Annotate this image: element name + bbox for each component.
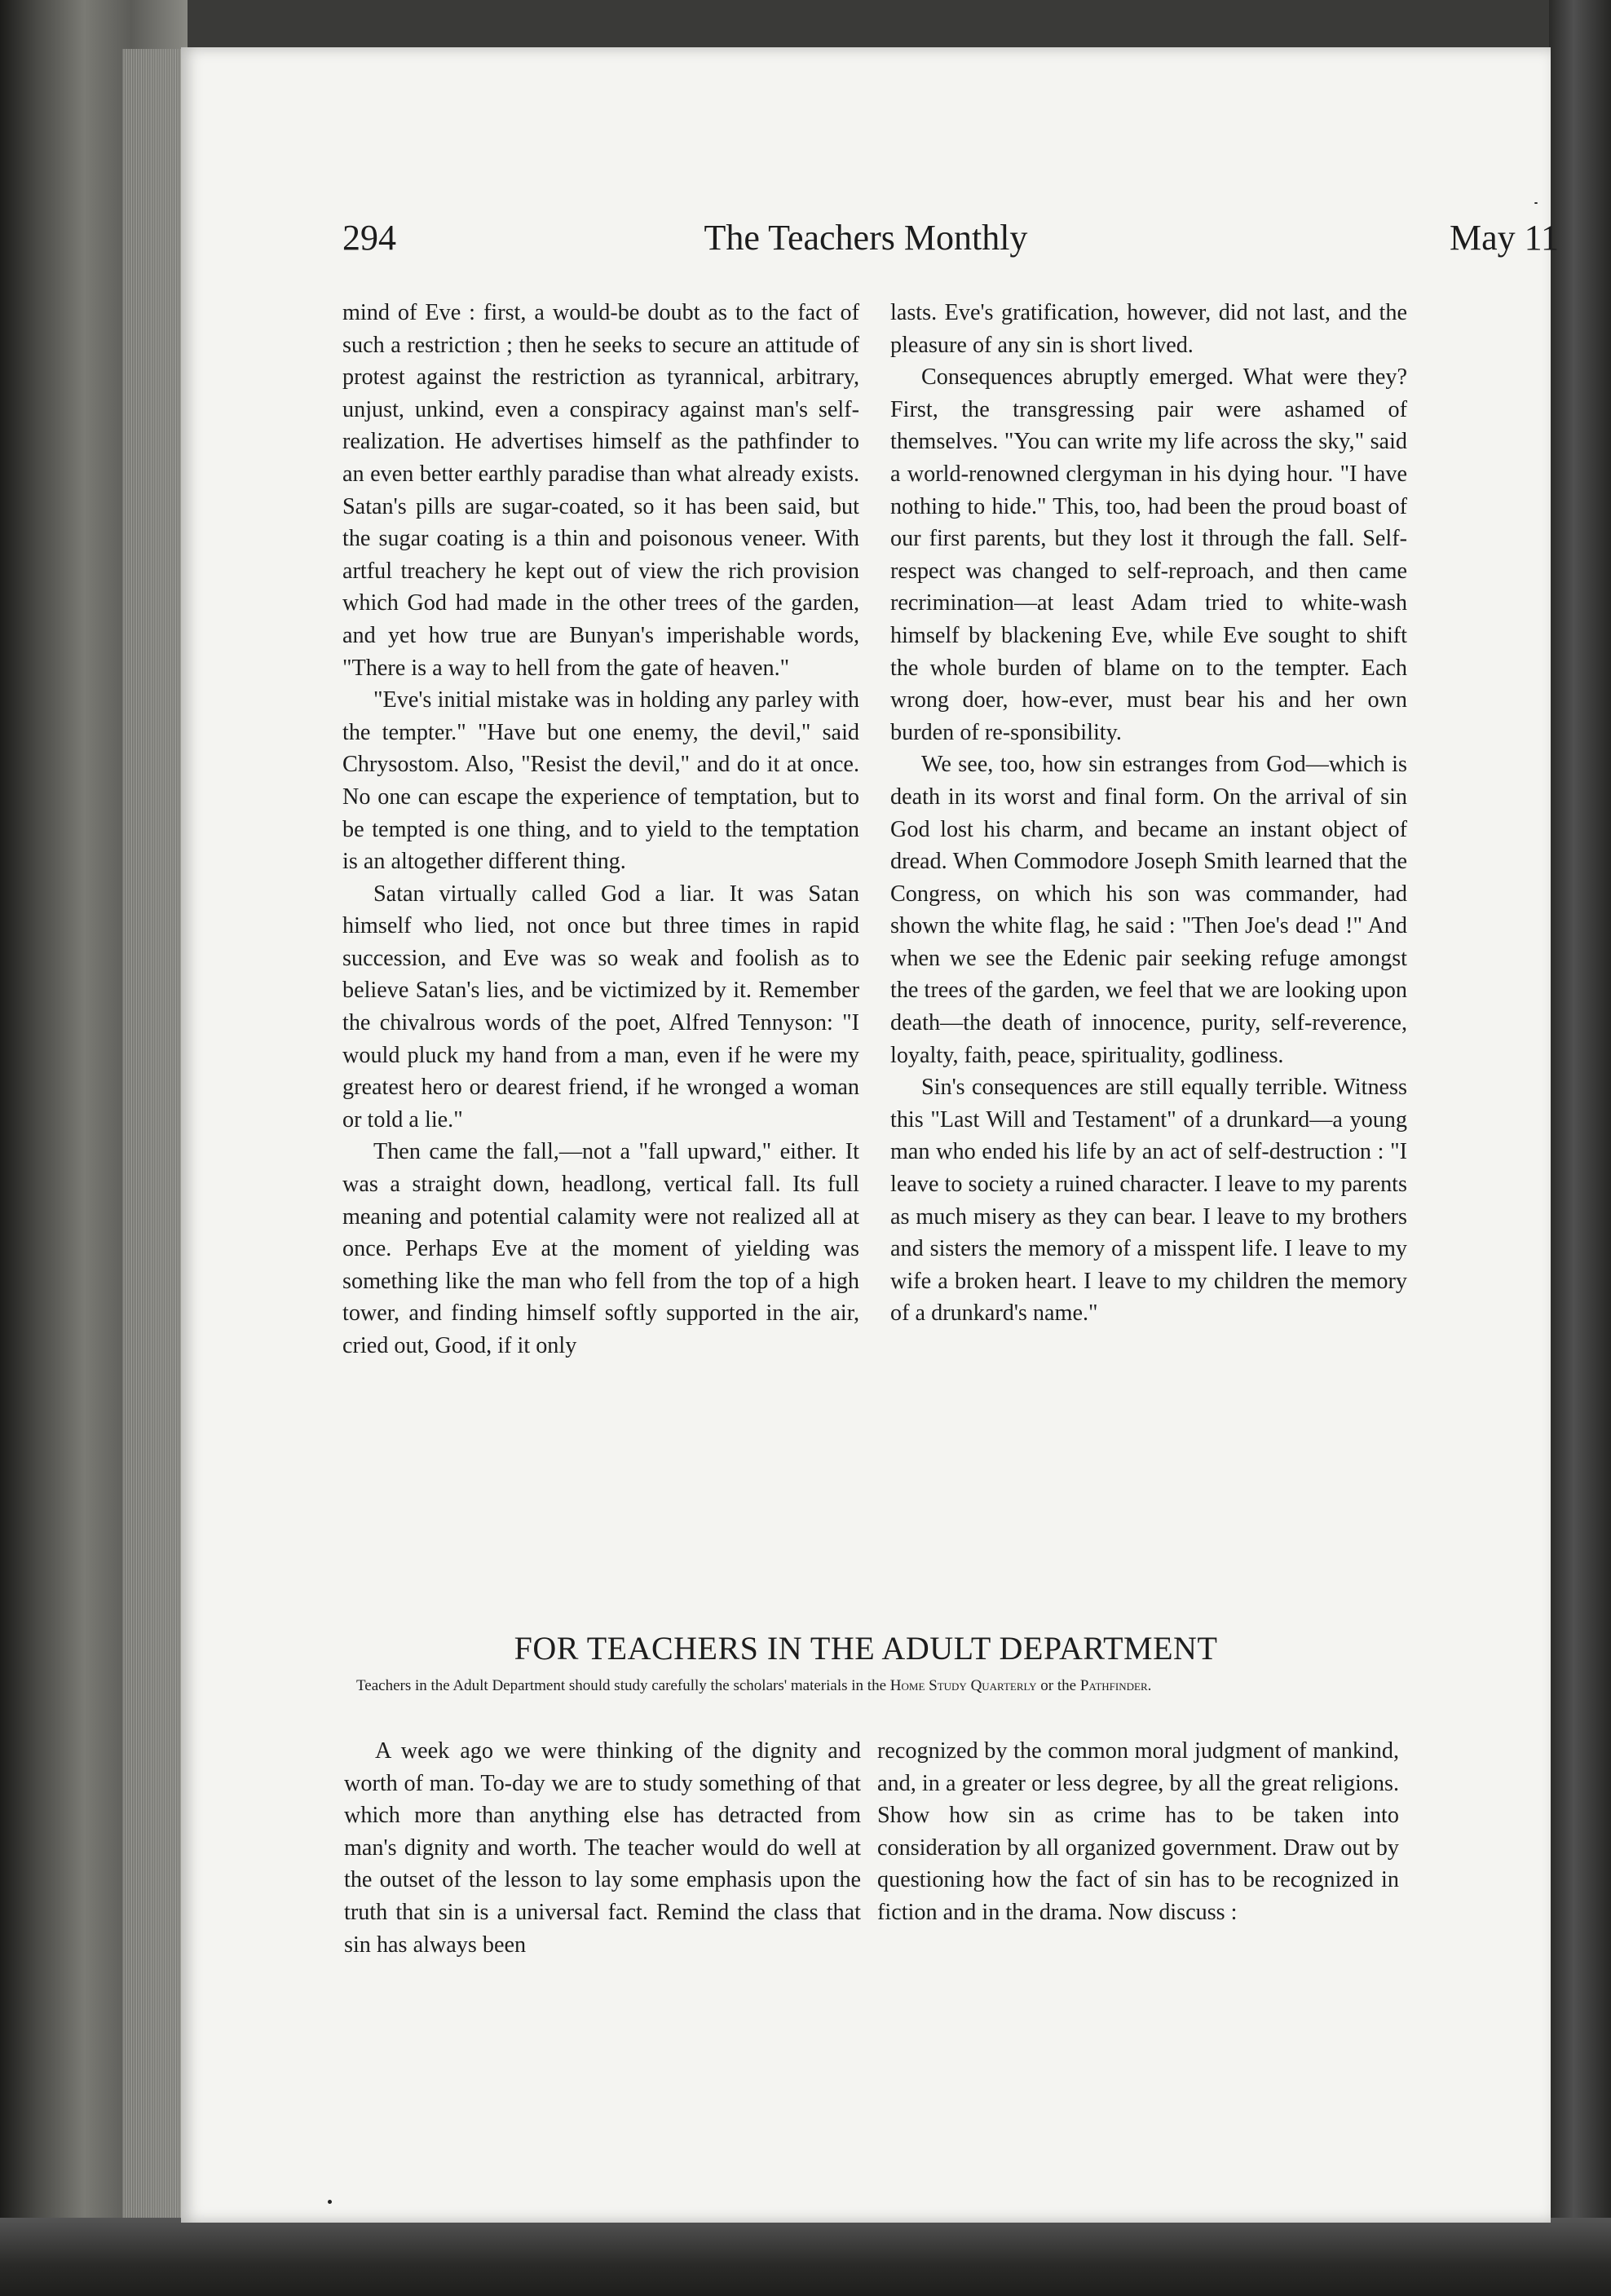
paragraph: lasts. Eve's gratification, however, did not last, and the pleasure of any sin is short lived. — [890, 300, 1407, 358]
journal-title: The Teachers Monthly — [704, 218, 1028, 258]
section-heading: FOR TEACHERS IN THE ADULT DEPARTMENT — [514, 1630, 1218, 1667]
paragraph: mind of Eve : first, a would-be doubt as to the fact of such a restriction ; then he seeks to secure an attitude of protest against the restriction as tyrannical, arbitrary, unjust, unkind, even a conspiracy against man's self-realization. He advertises himself as the pathfinder to an even better earthly paradise than what already exists. Satan's pills are sugar-coated, so it has been said, but the sugar coating is a thin and poisonous veneer. With artful treachery he kept out of view the rich provision which God had made in the other trees of the garden, and yet how true are Bunyan's imperishable words, "There is a way to hell from the gate of heaven." — [342, 300, 859, 681]
text-column-left — [342, 297, 859, 1362]
paragraph: We see, too, how sin estranges from God—which is death in its worst and final form. On the arrival of sin God lost his charm, and became an instant object of dread. When Commodore Joseph Smith learned that the Congress, on which his son was commander, had shown the white flag, he said : "Then Joe's dead !" And when we see the Edenic pair seeking refuge amongst the trees of the garden, we feel that we are looking upon death—the death of innocence, purity, self-reverence, loyalty, faith, peace, spirituality, godliness. — [890, 752, 1407, 1068]
issue-date: May 11 — [1449, 218, 1559, 258]
adult-text-right — [877, 1735, 1399, 1929]
adult-text-left — [344, 1735, 861, 1961]
paragraph: Satan virtually called God a liar. It was Satan himself who lied, not once but three times in rapid succession, and Eve was so weak and foolish as to believe Satan's lies, and be victimized by it. Remember the chivalrous words of the poet, Alfred Tennyson: "I would pluck my hand from a man, even if he were my greatest hero or dearest friend, if he wronged a woman or told a lie." — [342, 881, 859, 1133]
book-cover-edge — [1549, 0, 1611, 2296]
text-column-right — [890, 297, 1407, 1330]
paragraph: Then came the fall,—not a "fall upward," either. It was a straight down, headlong, vertical fall. Its full meaning and potential calamity were not realized all at once. Perhaps Eve at the moment of yielding was something like the man who fell from the top of a high tower, and finding himself softly supported in the air, cried out, Good, if it only — [342, 1139, 859, 1358]
paragraph: Sin's consequences are still equally terrible. Witness this "Last Will and Testament" of a drunkard—a young man who ended his life by an act of self-destruction : "I leave to society a ruined character. I leave to my parents as much misery as they can bear. I leave to my brothers and sisters the memory of a misspent life. I leave to my wife a broken heart. I leave to my children the memory of a drunkard's name." — [890, 1075, 1407, 1327]
paragraph: A week ago we were thinking of the dignity and worth of man. To-day we are to study something of that which more than anything else has detracted from man's dignity and worth. The teacher would do well at the outset of the lesson to lay some emphasis upon the truth that sin is a universal fact. Remind the class that sin has always been — [344, 1738, 861, 1958]
page-number: 294 — [342, 218, 396, 258]
paragraph: recognized by the common moral judgment of mankind, and, in a greater or less degree, by all the great religions. Show how sin as crime has to be taken into consideration by all organized government. Draw out by questioning how the fact of sin has to be recognized in fiction and in the drama. Now discuss : — [877, 1738, 1399, 1925]
ink-speck — [328, 2200, 332, 2204]
section-note: Teachers in the Adult Department should study carefully the scholars' materials in the Home Study Quarterly or the Pathfinder. — [356, 1677, 1152, 1694]
running-header — [181, 217, 1559, 282]
paragraph: "Eve's initial mistake was in holding any parley with the tempter." "Have but one enemy, the devil," said Chrysostom. Also, "Resist the devil," and do it at once. No one can escape the experience of temptation, but to be tempted is one thing, and to yield to the temptation is an altogether different thing. — [342, 687, 859, 875]
ink-speck — [1534, 202, 1538, 204]
book-page — [181, 47, 1559, 2223]
book-bottom-edge — [0, 2218, 1611, 2296]
page-stack-edge — [122, 49, 188, 2218]
paragraph: Consequences abruptly emerged. What were they? First, the transgressing pair were ashamed of themselves. "You can write my life across the sky," said a world-renowned clergyman in his dying hour. "I have nothing to hide." This, too, had been the proud boast of our first parents, but they lost it through the fall. Self-respect was changed to self-reproach, and then came recrimination—at least Adam tried to white-wash himself by blackening Eve, while Eve sought to shift the whole burden of blame on to the tempter. Each wrong doer, how-ever, must bear his and her own burden of re-sponsibility. — [890, 364, 1407, 745]
